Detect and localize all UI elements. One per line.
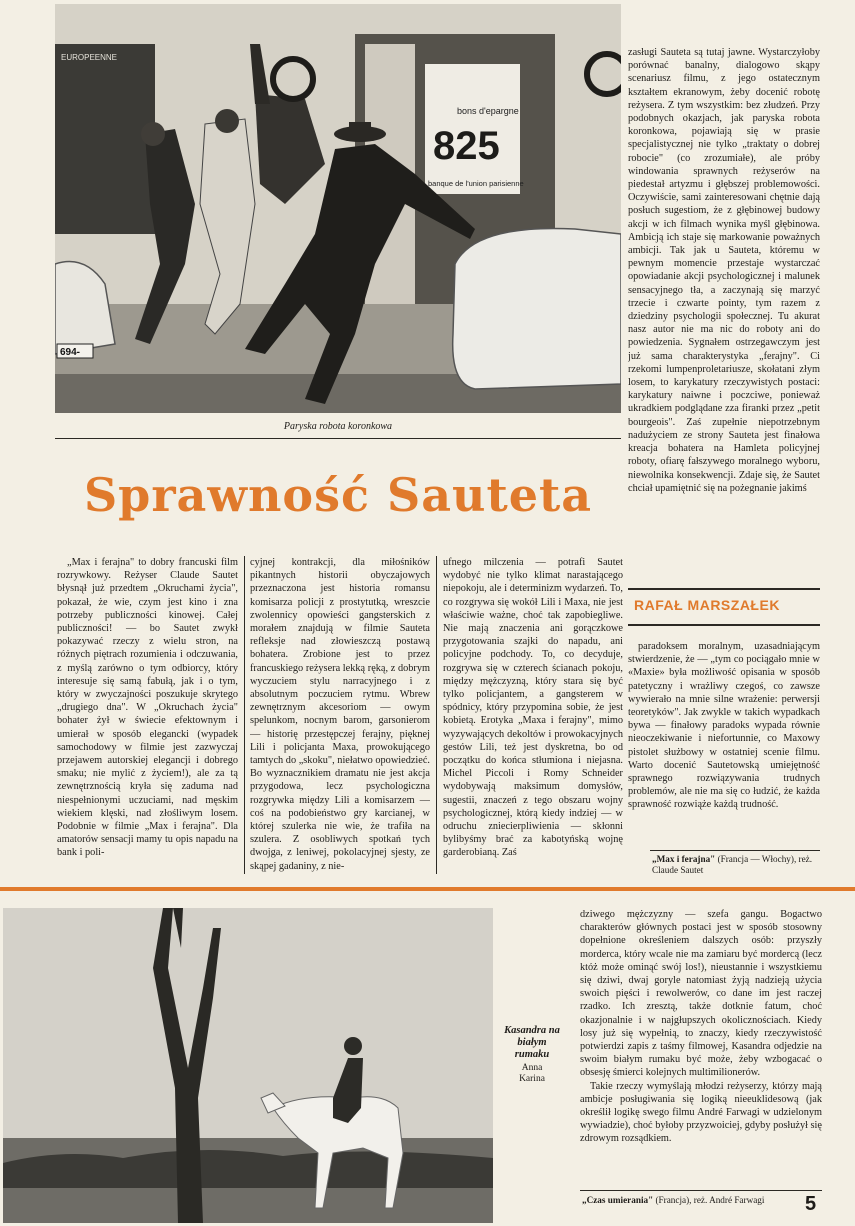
poster-price: 825 (433, 124, 500, 168)
street-scene-illustration (55, 4, 621, 413)
film-credit-details: (Francja — Włochy), reż. Claude Sautet (652, 854, 813, 875)
bottom-photo-caption (503, 1025, 561, 1061)
bottom-film-credit-details: (Francja), reż. André Farwagi (655, 1195, 765, 1205)
section-divider (0, 887, 855, 891)
article-column-4-continued (628, 640, 820, 842)
bottom-caption-title: Kasandra na białym rumaku (504, 1025, 560, 1060)
article-text: ufnego milczenia — potrafi Sautet wydobyć nie tylko klimat narastającego niepokoju, ale i determinizm wydarzeń. To, co rozgrywa się wokół Lili i Maxa, nie jest właściwie ważne, choć tak zapobiegliwe. Nie mają znaczenia ani gorączkowe przygotowania szajki do napadu, ani policyjne podchody. To, co decyduje, rozgrywa się w czterech ścianach pokoju, między mężczyzną, który stara się być tylko policjantem, a gangsterem w spódnicy, który przypomina sobie, że jest kobietą. Erotyka „Maxa i ferajny", mimo wyzywających dekoltów i prowokacyjnych gestów Lili, też jest dyskretna, bo od początku do końca stłumiona i niejasna. Michel Piccoli i Romy Schneider wydobywają maksimum domysłów, sugestii, znaczeń z tego obszaru wojny psychologicznej, którą kiedy indziej — w odruchu zniecierpliwienia — skłonni bylibyśmy brać za kabotyńską wojnę garderobianą. Zaś (443, 557, 623, 859)
license-plate: 694- (60, 347, 81, 358)
article-column-2 (250, 556, 430, 878)
credit-rule (650, 850, 820, 851)
poster-bank: banque de l'union parisienne (428, 179, 524, 188)
caption-divider (55, 438, 621, 439)
bottom-film-credit (582, 1195, 822, 1206)
top-photo (55, 4, 621, 413)
article-text: „Max i ferajna" to dobry francuski film rozrywkowy. Reżyser Claude Sautet błysnął już przedtem „Okruchami życia", pokazał, że wie, czym jest kino i zna potrzeby publiczności kinowej. Całej publiczności! — bo Sautet zwykł pokazywać rzeczy z wielu stron, na różnych piętrach rozumienia i odczuwania, z myślą zarówno o tym odbiorcy, który interesuje się samą fabułą, jak i o tym, który w zwyczajności poszukuje skrytego „drugiego dna". W „Okruchach życia" bohater żył w świecie efektownym i umierał w sposób elegancki (wypadek samochodowy w filmie jest zazwyczaj przejawem autorskiej elegancji i dobrego smaku; nie mylić z życiem!), ale za tą zewnętrznością kryła się zaduma nad niespełnionymi uczuciami, nad męskim wiekiem klęski, nad złośliwym losem. Podobnie w filmie „Max i ferajna". Dla amatorów sensacji mamy tu opis napadu na bank i poli- (57, 557, 238, 859)
bottom-caption-name: Anna Karina (519, 1063, 545, 1084)
article-text: Takie rzeczy wymyślają młodzi reżyserzy, którzy mają ambicje posługiwania się logiką nieeuklidesową (jak określił logikę swego filmu André Farwagi w udzielonym wywiadzie), choć byłoby przyzwoiciej, gdyby posłużył się zdrowym rozsądkiem. (580, 1080, 822, 1145)
horse-rider-illustration (3, 908, 493, 1223)
article-text: zasługi Sauteta są tutaj jawne. Wystarczyłoby porównać banalny, dialogowo skąpy scenariusz filmu, z jego ostatecznym kształtem ekranowym, żeby docenić robotę reżysera. Z tym wszystkim: bez złudzeń. Przy podobnych okazjach, jak paryska robota koronkowa, pojawiają się w prasie specjalistycznej nie tylko „traktaty o dobrej robocie" (co zrozumiałe), ale próby windowania sprawnych reżyserów na piedestał artyzmu i głębszej problemowości. Oczywiście, sami zainteresowani chętnie dają posłuch sugestiom, że z głębinowej budowy akcji w ich filmach wynika myśl głębinowa. Ambicją ich staje się markowanie poważnych ambicji. Tak jak u Sauteta, któremu w pewnym momencie przestaje wystarczać opowiadanie akcji psychologicznej i malunek sensacyjnego tła, a zaczynają się marzyć trzecie i czwarte pointy, tym razem z dziedziny psychologii społecznej. Tu akurat nasz autor nie ma nic do roboty ani do powiedzenia. Sygnałem ostrzegawczym jest już sama charakterystyka „ferajny". Ci rzekomi lumpenproletariusze, skołatani złym losem, to karykatury rzeczywistych postaci: karykatury naiwne i poczciwe, ponieważ ukradkiem podglądane zza firanki przez „petit bourgeois". Zaś zupełnie niepotrzebnym nadużyciem ze strony Sauteta jest finałowa kreacja bohatera na Hamleta policyjnej roboty, ofiarę fałszywego moralnego wyboru, niewolnika konsekwencji. Zdaje się, że Sautet chciał upamiętnić się na pożegnanie jakimś (628, 47, 820, 494)
article-title: Sprawność Sauteta (83, 468, 593, 522)
top-photo-caption: Paryska robota koronkowa (283, 421, 393, 432)
page-number: 5 (805, 1193, 817, 1215)
bottom-photo (3, 908, 493, 1223)
bottom-credit-rule (580, 1190, 822, 1191)
article-column-4 (628, 46, 820, 581)
author-byline: RAFAŁ MARSZAŁEK (634, 597, 780, 613)
bottom-article-text (580, 908, 822, 1158)
article-column-3 (443, 556, 623, 878)
shop-sign: EUROPEENNE (61, 53, 118, 62)
film-credit-title: „Max i ferajna" (652, 854, 716, 864)
article-text: dziwego mężczyzny — szefa gangu. Bogactwo charakterów głównych postaci jest w sposób stosowny dopełnione określeniem dalszych osób: przyszły morderca, który wcale nie ma zamiaru być mordercą (lecz któż może ominąć swój los!), nieustannie i wszystkiemu się dziwi, dwaj goryle natomiast żyją nadzieją użycia swoich pięści i rewolwerów, co dane im jest raczej rzadko. Ich zresztą, także dotknie fatum, choć okazjonalnie i w najgłupszych okolicznościach. Kiedy losy już się wypełnią, to znaczy, kiedy rzeczywistość potwierdzi zapis z taśmy filmowej, Kasandra odjedzie na swoim białym rumaku być może, żeby wzbogacać o obsesję śmierci kolejnych multimilionerów. (580, 909, 822, 1079)
column-rule (244, 556, 245, 874)
column-rule (436, 556, 437, 874)
article-text: paradoksem moralnym, uzasadniającym stwierdzenie, że — „tym co pociągało mnie w «Maxie» była możliwość opisania w sposób patetyczny i wrażliwy czegoś, co zawsze wywierało na mnie silne wrażenie: perwersji teoretyków". Jak zwykle w takich wypadkach bywa — finałowy paradoks wypada równie nieoczekiwanie i niefortunnie, co Maxowy pistolet służbowy w ostatniej scenie filmu. Warto docenić Sautetowską umiejętność sprawnego rozwiązywania trudnych problemów, ale nie ma się co łudzić, że każda sprawność rozwiąże każdą trudność. (628, 641, 820, 811)
poster-label: bons d'epargne (457, 106, 519, 116)
author-rule-bottom (628, 624, 820, 626)
bottom-film-credit-title: „Czas umierania" (582, 1195, 654, 1205)
film-credit (652, 854, 822, 876)
author-rule-top (628, 588, 820, 590)
article-text: cyjnej kontrakcji, dla miłośników pikantnych historii obyczajowych przeznaczona jest historia romansu komisarza policji z prostytutką, wreszcie zwolennicy opowieści gangsterskich z morałem znajdują w filmie Sauteta refleksje nad złowieszczą postawą bohatera. Zrobione jest to przez francuskiego reżysera lekką ręką, z dobrym wyczuciem stylu narracyjnego i z absolutnym poczuciem rytmu. Wbrew zewnętrznym akcesoriom — owym spelunkom, nocnym barom, garsonierom — historię przestępczej ferajny, pięknej Lili i policjanta Maxa, prowokującego tamtych do „skoku", niełatwo opowiedzieć. Bo wyznacznikiem dramatu nie jest akcja przygodowa, lecz psychologiczna rozgrywka między Lili a komisarzem — coś na podobieństwo gry karcianej, w której szulerka nie wie, że trafiła na szulera. Z osobliwych spotkań tych dwojga, z leniwej, pokolacyjnej sjesty, ze skąpej gadaniny, z nie- (250, 557, 430, 872)
article-column-1 (57, 556, 238, 878)
